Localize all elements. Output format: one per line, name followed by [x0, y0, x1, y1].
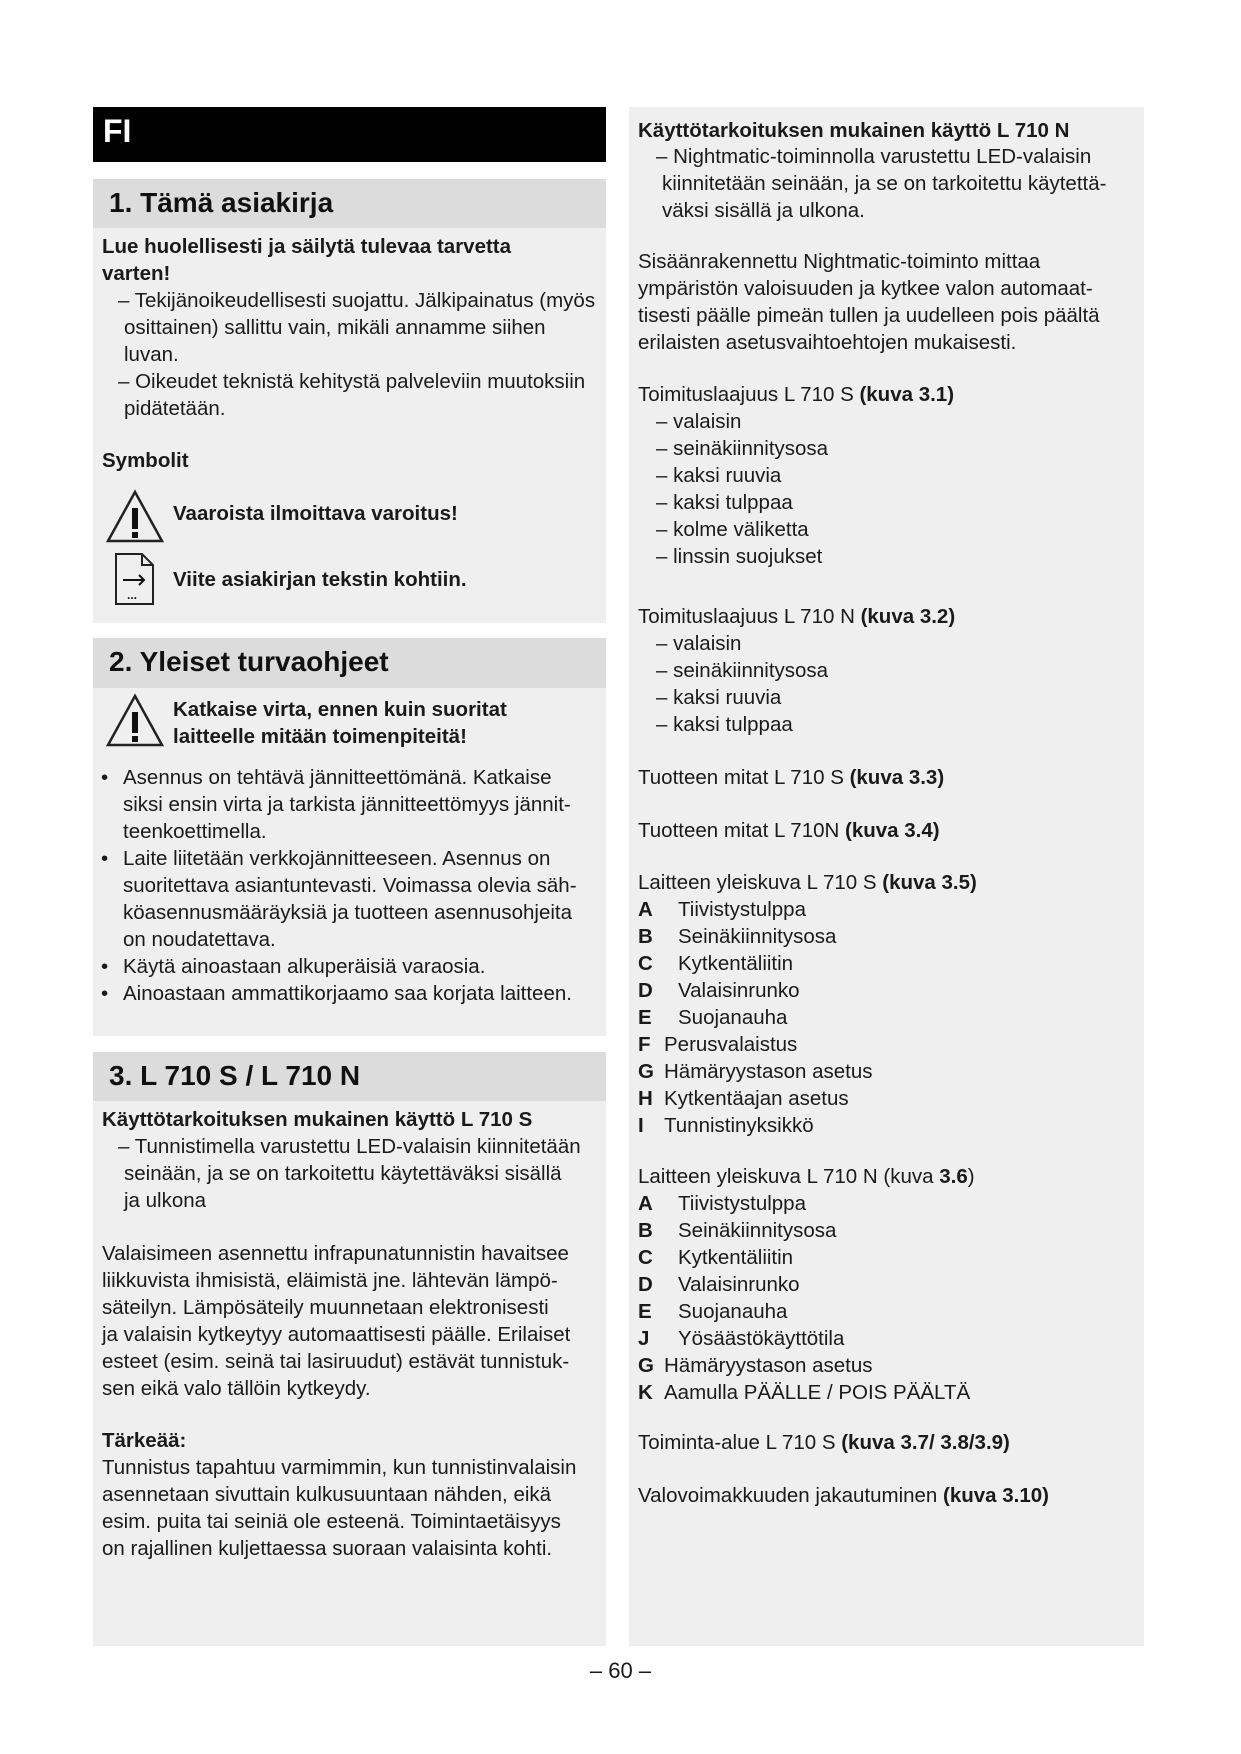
- legend-text: Suojanauha: [678, 1300, 788, 1323]
- bullet-item-line: köasennusmääräyksiä ja tuotteen asennusohjeita: [123, 901, 573, 924]
- section-1-header: [93, 179, 606, 228]
- legend-letter: K: [638, 1381, 653, 1404]
- legend-letter: B: [638, 925, 653, 948]
- text-line: väksi sisällä ja ulkona.: [662, 199, 865, 222]
- section-title: 1. Tämä asiakirja: [109, 187, 334, 218]
- list-item: – seinäkiinnitysosa: [656, 437, 829, 460]
- legend-item: [638, 1058, 873, 1085]
- legend-text: Valaisinrunko: [678, 979, 800, 1002]
- section-title: 3. L 710 S / L 710 N: [109, 1060, 361, 1091]
- legend-item: [638, 923, 873, 950]
- list-item: – valaisin: [656, 410, 742, 433]
- page-number: – 60 –: [589, 1658, 652, 1683]
- use-n-heading: Käyttötarkoituksen mukainen käyttö L 710 N: [638, 119, 1070, 142]
- text-line: liikkuvista ihmisistä, eläimistä jne. lähtevän lämpö-: [102, 1269, 558, 1292]
- legend-text: Kytkentäliitin: [678, 952, 794, 975]
- text-line: asennetaan sivuttain kulkusuuntaan nähden, eikä: [102, 1483, 552, 1506]
- legend-item: [638, 1004, 873, 1031]
- power-off-warning: [173, 697, 507, 751]
- figure-ref: (kuva 3.5): [882, 871, 977, 894]
- scope-s-heading: [638, 381, 954, 408]
- list-item: – kaksi tulppaa: [656, 491, 793, 514]
- intro-bold: [102, 233, 511, 287]
- list-item: – seinäkiinnitysosa: [656, 659, 829, 682]
- text-line: varten!: [102, 262, 171, 285]
- legend-text: Tiivistystulppa: [678, 898, 806, 921]
- legend-letter: A: [638, 1192, 653, 1215]
- label: Laitteen yleiskuva L 710 S: [638, 871, 883, 894]
- text-line: – Nightmatic-toiminnolla varustettu LED-valaisin: [656, 145, 1092, 168]
- text-line: on rajallinen kuljettaessa suoraan valaisinta kohti.: [102, 1537, 553, 1560]
- light-distribution: [638, 1482, 1049, 1509]
- legend-letter: E: [638, 1006, 652, 1029]
- symbol-warning-label: Vaaroista ilmoittava varoitus!: [173, 502, 458, 525]
- list-item-line: pidätetään.: [124, 397, 226, 420]
- text-line: tisesti päälle pimeän tullen ja uudelleen pois päältä: [638, 304, 1100, 327]
- bullet-item-line: • Asennus on tehtävä jännitteettömänä. Katkaise: [123, 764, 577, 791]
- important-heading: Tärkeää:: [102, 1429, 187, 1452]
- text-line: esim. puita tai seiniä ole esteenä. Toimintaetäisyys: [102, 1510, 561, 1533]
- bullet-item-line: suoritettava asiantuntevasti. Voimassa olevia säh-: [123, 874, 577, 897]
- legend-text: Kytkentäajan asetus: [664, 1087, 849, 1110]
- legend-text: Seinäkiinnitysosa: [678, 1219, 837, 1242]
- legend-letter: B: [638, 1219, 653, 1242]
- legend-item: [638, 977, 873, 1004]
- overview-s-heading: [638, 869, 977, 896]
- use-s-heading: Käyttötarkoituksen mukainen käyttö L 710 S: [102, 1108, 533, 1131]
- legend-text: Yösäästökäyttötila: [678, 1327, 845, 1350]
- figure-ref: (kuva 3.1): [859, 383, 955, 406]
- text-line: Lue huolellisesti ja säilytä tulevaa tarvetta: [102, 235, 512, 258]
- figure-ref: (kuva 3.3): [849, 766, 945, 789]
- label: Toimituslaajuus L 710 N: [638, 605, 861, 628]
- legend-letter: C: [638, 1246, 653, 1269]
- bullet-item-line: teenkoettimella.: [123, 820, 267, 843]
- list-item: – kaksi tulppaa: [656, 713, 793, 736]
- legend-text: Perusvalaistus: [664, 1033, 798, 1056]
- legend-letter: A: [638, 898, 653, 921]
- symbols-heading: Symbolit: [102, 449, 189, 472]
- figure-ref: (kuva 3.7/ 3.8/3.9): [841, 1431, 1010, 1454]
- language-code: FI: [103, 113, 132, 149]
- figure-ref: (kuva 3.4): [845, 819, 940, 842]
- use-n-description: [656, 143, 1106, 224]
- legend-item: [638, 1379, 970, 1406]
- close-paren: ): [967, 1165, 975, 1188]
- list-item: – kaksi ruuvia: [656, 686, 782, 709]
- safety-bullets: [123, 764, 577, 1007]
- legend-text: Seinäkiinnitysosa: [678, 925, 837, 948]
- legend-item: [638, 896, 873, 923]
- legend-item: [638, 1031, 873, 1058]
- symbol-reference-label: Viite asiakirjan tekstin kohtiin.: [173, 568, 467, 591]
- legend-text: Aamulla PÄÄLLE / POIS PÄÄLTÄ: [664, 1381, 971, 1404]
- list-item: – kaksi ruuvia: [656, 464, 782, 487]
- list-item: – kolme väliketta: [656, 518, 809, 541]
- bullet-item-line: • Käytä ainoastaan alkuperäisiä varaosia.: [123, 953, 577, 980]
- legend-item: [638, 1217, 970, 1244]
- text-line: ympäristön valoisuuden ja kytkee valon automaat-: [638, 277, 1093, 300]
- text-line: esteet (esim. seinä tai lasiruudut) estävät tunnistuk-: [102, 1350, 570, 1373]
- text-line: säteilyn. Lämpösäteily muunnetaan elektronisesti: [102, 1296, 549, 1319]
- legend-text: Hämäryystason asetus: [664, 1354, 873, 1377]
- legend-letter: E: [638, 1300, 652, 1323]
- figure-ref: (kuva 3.10): [943, 1484, 1050, 1507]
- text-line: Sisäänrakennettu Nightmatic-toiminto mittaa: [638, 250, 1041, 273]
- text-line: ja valaisin kytkeytyy automaattisesti päälle. Erilaiset: [102, 1323, 571, 1346]
- text-line: Tunnistus tapahtuu varmimmin, kun tunnistinvalaisin: [102, 1456, 577, 1479]
- legend-text: Tiivistystulppa: [678, 1192, 806, 1215]
- legend-item: [638, 1190, 970, 1217]
- language-tab: [93, 107, 606, 162]
- legend-text: Valaisinrunko: [678, 1273, 800, 1296]
- legend-item: [638, 1085, 873, 1112]
- text-line: erilaisten asetusvaihtoehtojen mukaisesti.: [638, 331, 1017, 354]
- overview-n-heading: [638, 1163, 975, 1190]
- text-line: Valaisimeen asennettu infrapunatunnistin havaitsee: [102, 1242, 569, 1265]
- figure-ref: 3.6: [939, 1165, 968, 1188]
- legend-item: [638, 1244, 970, 1271]
- text-line: Katkaise virta, ennen kuin suoritat: [173, 698, 507, 721]
- legend-letter: C: [638, 952, 653, 975]
- text-line: – Tunnistimella varustettu LED-valaisin kiinnitetään: [118, 1135, 581, 1158]
- legend-item: [638, 1298, 970, 1325]
- overview-n-legend: [638, 1190, 970, 1406]
- legend-item: [638, 1352, 970, 1379]
- sensor-paragraph: [102, 1240, 570, 1402]
- scope-s-list: [656, 408, 828, 570]
- scope-n-list: [656, 630, 828, 738]
- label: Tuotteen mitat L 710 S: [638, 766, 850, 789]
- bullet-item-line: • Laite liitetään verkkojännitteeseen. Asennus on: [123, 845, 577, 872]
- important-paragraph: [102, 1454, 576, 1562]
- list-item-line: – Oikeudet teknistä kehitystä palveleviin muutoksiin: [118, 370, 586, 393]
- dims-s: [638, 764, 944, 791]
- nightmatic-paragraph: [638, 248, 1100, 356]
- text-line: seinään, ja se on tarkoitettu käytettäväksi sisällä: [124, 1162, 562, 1185]
- svg-text:...: ...: [127, 588, 138, 602]
- legend-item: [638, 1325, 970, 1352]
- list-item-line: luvan.: [124, 343, 179, 366]
- label: Valovoimakkuuden jakautuminen: [638, 1484, 944, 1507]
- label: Toiminta-alue L 710 S: [638, 1431, 842, 1454]
- warning-triangle-icon: [105, 489, 165, 545]
- legend-text: Hämäryystason asetus: [664, 1060, 873, 1083]
- scope-n-heading: [638, 603, 955, 630]
- overview-s-legend: [638, 896, 873, 1139]
- legend-letter: D: [638, 1273, 653, 1296]
- notice-list: [118, 287, 595, 422]
- text-line: laitteelle mitään toimenpiteitä!: [173, 725, 467, 748]
- list-item: – valaisin: [656, 632, 742, 655]
- document-reference-icon: [114, 552, 156, 606]
- dims-n: [638, 817, 940, 844]
- bullet-item-line: siksi ensin virta ja tarkista jännitteettömyys jännit-: [123, 793, 571, 816]
- legend-letter: G: [638, 1060, 654, 1083]
- text-line: kiinnitetään seinään, ja se on tarkoitettu käytettä-: [662, 172, 1107, 195]
- list-item: – linssin suojukset: [656, 545, 823, 568]
- list-item-line: – Tekijänoikeudellisesti suojattu. Jälkipainatus (myös: [118, 289, 596, 312]
- label: Tuotteen mitat L 710N: [638, 819, 846, 842]
- text-line: sen eikä valo tällöin kytkeydy.: [102, 1377, 371, 1400]
- legend-letter: J: [638, 1327, 650, 1350]
- legend-text: Suojanauha: [678, 1006, 788, 1029]
- section-title: 2. Yleiset turvaohjeet: [109, 646, 389, 677]
- legend-item: [638, 1271, 970, 1298]
- section-2-header: [93, 638, 606, 688]
- legend-letter: H: [638, 1087, 653, 1110]
- bullet-item-line: on noudatettava.: [123, 928, 276, 951]
- legend-item: [638, 950, 873, 977]
- figure-ref: (kuva 3.2): [860, 605, 956, 628]
- legend-letter: F: [638, 1033, 651, 1056]
- label: Toimituslaajuus L 710 S: [638, 383, 860, 406]
- list-item-line: osittainen) sallittu vain, mikäli annamme siihen: [124, 316, 546, 339]
- bullet-item-line: • Ainoastaan ammattikorjaamo saa korjata laitteen.: [123, 980, 577, 1007]
- legend-letter: G: [638, 1354, 654, 1377]
- range-s: [638, 1429, 1010, 1456]
- legend-letter: D: [638, 979, 653, 1002]
- legend-item: [638, 1112, 873, 1139]
- label: Laitteen yleiskuva L 710 N (kuva: [638, 1165, 940, 1188]
- legend-text: Tunnistinyksikkö: [664, 1114, 814, 1137]
- legend-text: Kytkentäliitin: [678, 1246, 794, 1269]
- text-line: ja ulkona: [124, 1189, 207, 1212]
- legend-letter: I: [638, 1114, 644, 1137]
- warning-triangle-icon: [105, 693, 165, 749]
- section-3-header: [93, 1052, 606, 1101]
- use-s-description: [118, 1133, 581, 1214]
